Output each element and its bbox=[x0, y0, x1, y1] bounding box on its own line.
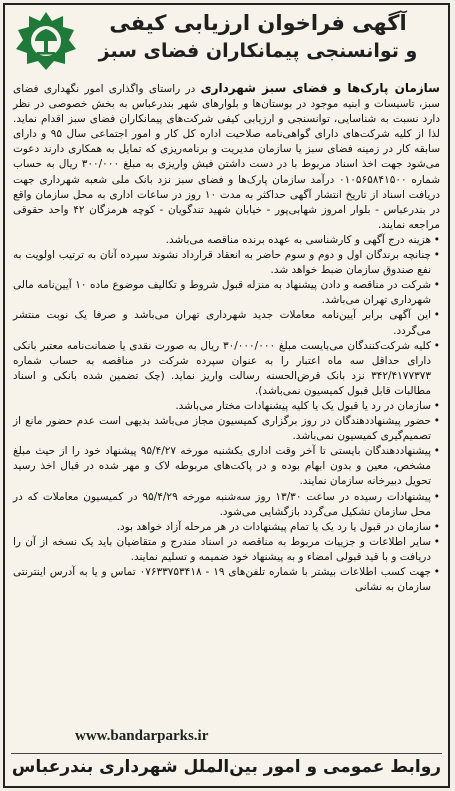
condition-item: • جهت کسب اطلاعات بیشتر با شماره تلفن‌های ۱۹ - ۰۷۶۳۳۷۵۳۴۱۸ تماس و یا به آدرس اینترنتی سازمان به نشانی bbox=[13, 565, 440, 595]
notice-frame bbox=[3, 3, 450, 788]
condition-item: • پیشنهاددهندگان بایستی تا آخر وقت اداری یکشنبه مورخه ۹۵/۴/۲۷ پیشنهاد خود را از حیث مبلغ مشخص، معین و بدون ابهام بوده و در پاکت‌های مربوطه لاک و مهر شده در قبال اخذ رسید تحویل دبیرخانه سازمان نمایند. bbox=[13, 444, 440, 489]
intro-text: در راستای واگذاری امور نگهداری فضای سبز، تاسیسات و ابنیه موجود در بوستان‌ها و بلوارهای شهر بندرعباس به بخش خصوصی در نظر دارد نسبت به شناسایی، توانسنجی و ارزیابی کیفی شرکت‌های پیمانکاران فضای سبز اقدام نماید. لذا از کلیه شرکت‌های دارای گواهی‌نامه صلاحیت اداره کل کار و امور اجتماعی سال ۹۵ و دارای سابقه کار در زمینه فضای سبز یا سازمان مدیریت و برنامه‌ریزی که تمایل به همکاری دارند دعوت می‌شود جهت اخذ اسناد مربوط با در دست داشتن فیش واریزی به مبلغ ۳۰۰/۰۰۰ ریال به حساب شماره ۰۱۰۵۶۵۸۴۱۵۰۰ درآمد سازمان پارک‌ها و فضای سبز نزد بانک ملی شعبه شهرداری جهت دریافت اسناد از تاریخ انتشار آگهی حداکثر به مدت ۱۰ روز در ساعات اداری به محل سازمان واقع در بندرعباس - بلوار امروز شهابی‌پور - خیابان شهید تندگویان - کوچه هرمزگان ۴۲ واحد حقوقی مراجعه نمایند. bbox=[13, 83, 441, 231]
conditions-list bbox=[13, 233, 440, 595]
notice-header bbox=[11, 9, 442, 75]
title-line-1: آگهی فراخوان ارزیابی کیفی bbox=[109, 11, 407, 35]
intro-paragraph bbox=[13, 81, 440, 233]
condition-item: • کلیه شرکت‌کنندگان می‌بایست مبلغ ۳۰/۰۰۰/۰۰۰ ریال به صورت نقدی یا ضمانت‌نامه معتبر بانکی دارای حداقل سه ماه اعتبار را به عنوان سپرده شرکت در مناقصه به حساب شماره ۳۴۲/۴۱۷۷۳۷۳ نزد بانک قرض‌الحسنه رسالت واریز نماید. (چک تضمین شده بانکی و اسناد مطالبات قابل قبول کمیسیون نمی‌باشد). bbox=[13, 339, 440, 399]
condition-item: • چنانچه برندگان اول و دوم و سوم حاضر به انعقاد قرارداد نشوند سپرده آنان به ترتیب اولویت به نفع صندوق سازمان ضبط خواهد شد. bbox=[13, 248, 440, 278]
condition-item: • سایر اطلاعات و جزییات مربوط به مناقصه در اسناد مندرج و متقاضیان باید یک نسخه از آن را دریافت و با قید قبولی امضاء و به پیشنهاد خود ضمیمه و تسلیم نمایند. bbox=[13, 535, 440, 565]
condition-item: • پیشنهادات رسیده در ساعت ۱۳/۳۰ روز سه‌شنبه مورخه ۹۵/۴/۲۹ در کمیسیون معاملات که در محل سازمان تشکیل می‌گردد بازگشایی می‌شود. bbox=[13, 490, 440, 520]
condition-item: • شرکت در مناقصه و دادن پیشنهاد به منزله قبول شروط و تکالیف موضوع ماده ۱۰ آیین‌نامه مالی شهرداری تهران می‌باشد. bbox=[13, 278, 440, 308]
website-link[interactable]: www.bandarparks.ir bbox=[75, 728, 209, 744]
organization-logo bbox=[13, 11, 79, 71]
organization-name: سازمان پارک‌ها و فضای سبز شهرداری bbox=[200, 81, 440, 95]
condition-item: • سازمان در قبول یا رد یک یا تمام پیشنهادات در هر مرحله آزاد خواهد بود. bbox=[13, 520, 440, 535]
publisher-footer: روابط عمومی و امور بین‌الملل شهرداری بندرعباس bbox=[11, 753, 442, 780]
condition-item: • سازمان در رد یا قبول یک یا کلیه پیشنهادات مختار می‌باشد. bbox=[13, 399, 440, 414]
condition-item: • حضور پیشنهاددهندگان در روز برگزاری کمیسیون مجاز می‌باشد بدیهی است عدم حضور مانع از تصمیم‌گیری کمیسیون نمی‌باشد. bbox=[13, 414, 440, 444]
notice-body bbox=[13, 81, 440, 595]
condition-item: • هزینه درج آگهی و کارشناسی به عهده برنده مناقصه می‌باشد. bbox=[13, 233, 440, 248]
notice-title bbox=[78, 9, 438, 65]
condition-item: • این آگهی برابر آیین‌نامه معاملات جدید شهرداری تهران می‌باشد و صرفا یک نوبت منتشر می‌گردد. bbox=[13, 308, 440, 338]
title-line-2: و توانسنجی پیمانکاران فضای سبز bbox=[98, 40, 418, 62]
